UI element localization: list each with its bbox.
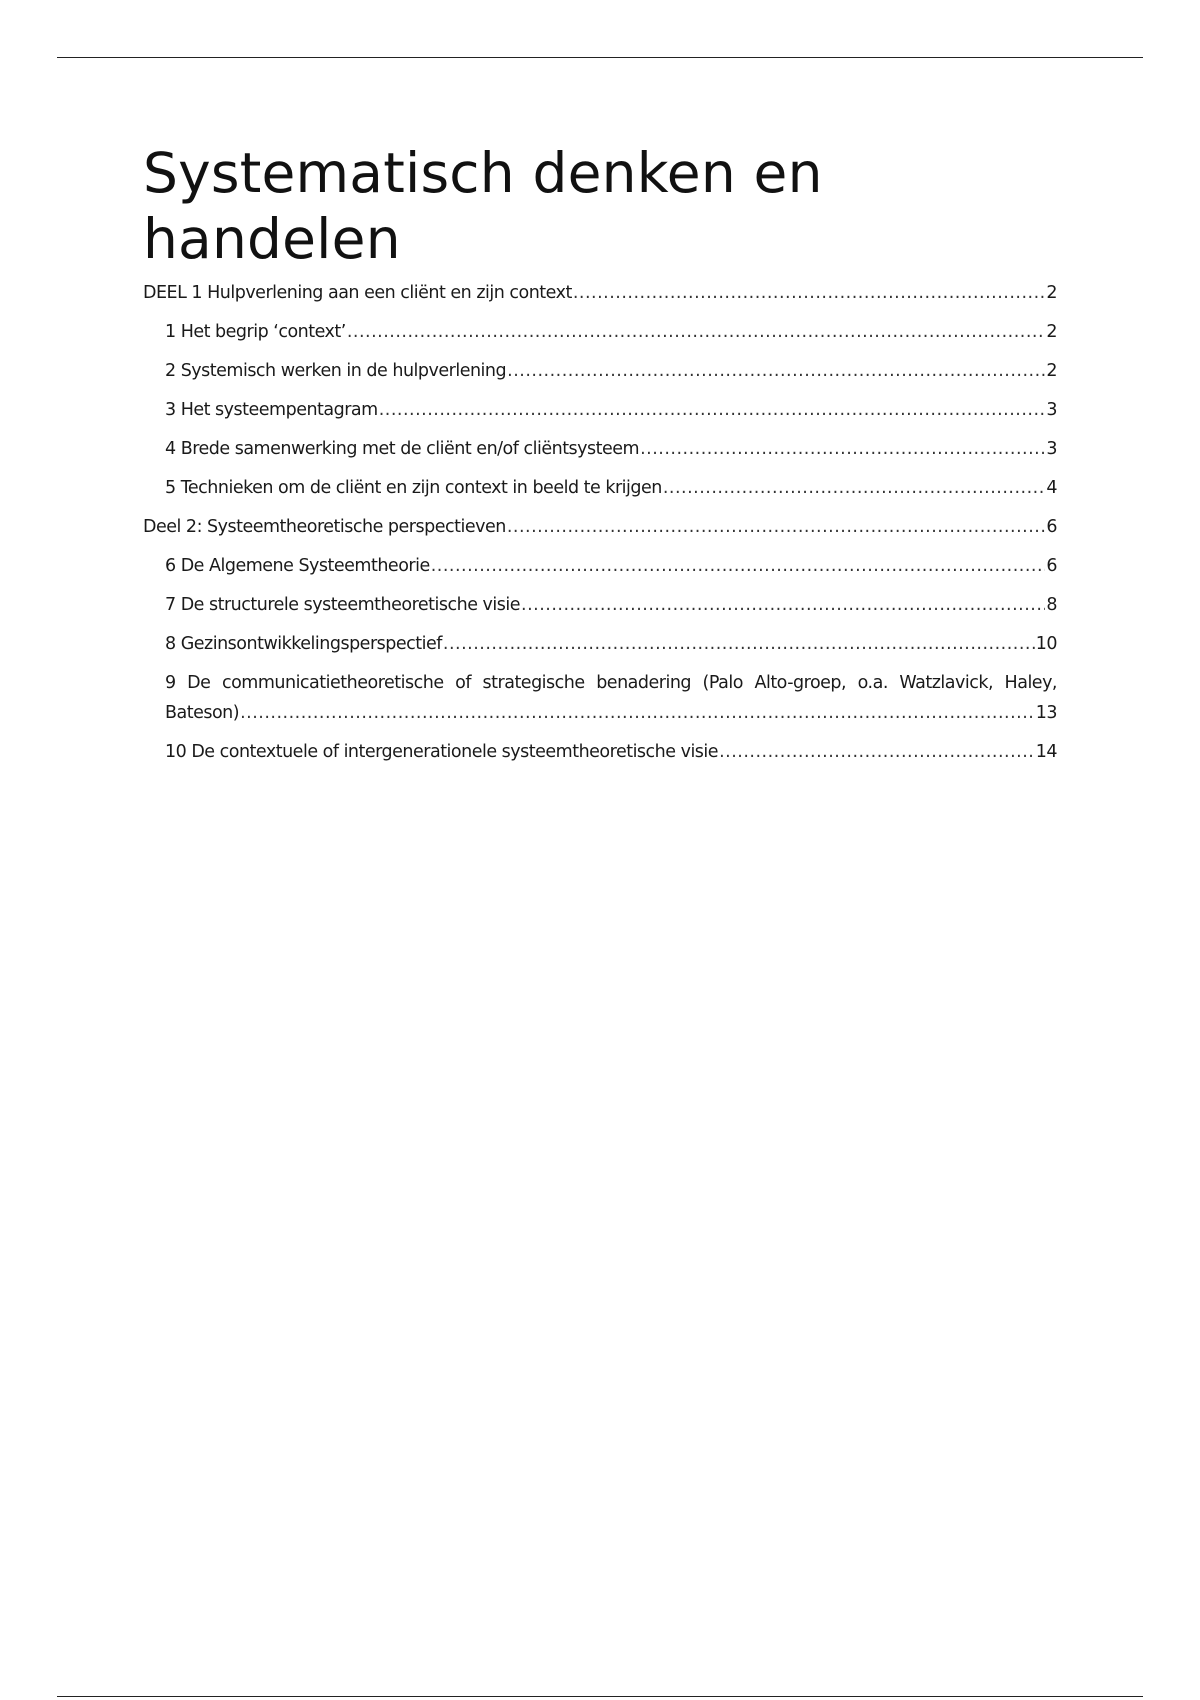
toc-entry-label: 2 Systemisch werken in de hulpverlening: [165, 361, 507, 381]
footer-rule: [57, 1696, 1143, 1697]
toc-entry-6[interactable]: [143, 551, 1057, 581]
toc-dot-leader: [573, 278, 1046, 308]
toc-dot-leader: [431, 551, 1046, 581]
toc-page-number: 4: [1046, 478, 1057, 498]
toc-dot-leader: [507, 512, 1046, 542]
toc-entry-10[interactable]: [143, 737, 1057, 767]
header-rule: [57, 57, 1143, 58]
table-of-contents: [143, 278, 1057, 767]
toc-entry-label: 5 Technieken om de cliënt en zijn context in beeld te krijgen: [165, 478, 662, 498]
toc-dot-leader: [719, 737, 1035, 767]
toc-page-number: 13: [1035, 703, 1057, 723]
toc-page-number: 2: [1046, 361, 1057, 381]
toc-entry-3[interactable]: [143, 395, 1057, 425]
toc-dot-leader: [521, 590, 1045, 620]
toc-entry-9[interactable]: [143, 668, 1057, 728]
toc-page-number: 6: [1046, 556, 1057, 576]
toc-entry-label: 8 Gezinsontwikkelingsperspectief: [165, 634, 442, 654]
toc-dot-leader: [640, 434, 1045, 464]
toc-entry-2[interactable]: [143, 356, 1057, 386]
toc-page-number: 10: [1035, 634, 1057, 654]
document-page: [143, 140, 1057, 776]
toc-entry-label: 10 De contextuele of intergenerationele systeemtheoretische visie: [165, 742, 719, 762]
toc-entry-7[interactable]: [143, 590, 1057, 620]
toc-dot-leader: [443, 629, 1035, 659]
toc-page-number: 3: [1046, 400, 1057, 420]
toc-page-number: 3: [1046, 439, 1057, 459]
toc-entry-deel-2[interactable]: [143, 512, 1057, 542]
toc-dot-leader: [347, 317, 1046, 347]
toc-entry-label-line-1: 9 De communicatietheoretische of strategische benadering (Palo Alto-groep, o.a. Watzlavick, Haley,: [165, 673, 1057, 693]
toc-entry-label: 7 De structurele systeemtheoretische visie: [165, 595, 520, 615]
toc-entry-label: 1 Het begrip ‘context’: [165, 322, 346, 342]
toc-page-number: 2: [1046, 283, 1057, 303]
document-title: Systematisch denken en handelen: [143, 141, 823, 271]
toc-entry-deel-1[interactable]: [143, 278, 1057, 308]
toc-page-number: 8: [1046, 595, 1057, 615]
toc-entry-line-2: [165, 698, 1057, 728]
toc-dot-leader: [379, 395, 1046, 425]
toc-dot-leader: [240, 698, 1035, 728]
toc-dot-leader: [663, 473, 1046, 503]
toc-entry-label: DEEL 1 Hulpverlening aan een cliënt en zijn context: [143, 283, 572, 303]
toc-entry-label: 3 Het systeempentagram: [165, 400, 378, 420]
toc-page-number: 6: [1046, 517, 1057, 537]
toc-entry-8[interactable]: [143, 629, 1057, 659]
toc-entry-label: 6 De Algemene Systeemtheorie: [165, 556, 430, 576]
toc-dot-leader: [507, 356, 1045, 386]
toc-page-number: 14: [1035, 742, 1057, 762]
toc-entry-label: Deel 2: Systeemtheoretische perspectieven: [143, 517, 506, 537]
toc-entry-4[interactable]: [143, 434, 1057, 464]
toc-entry-1[interactable]: [143, 317, 1057, 347]
toc-entry-5[interactable]: [143, 473, 1057, 503]
toc-entry-label-line-2: Bateson): [165, 703, 240, 723]
toc-entry-label: 4 Brede samenwerking met de cliënt en/of cliëntsysteem: [165, 439, 640, 459]
toc-page-number: 2: [1046, 322, 1057, 342]
